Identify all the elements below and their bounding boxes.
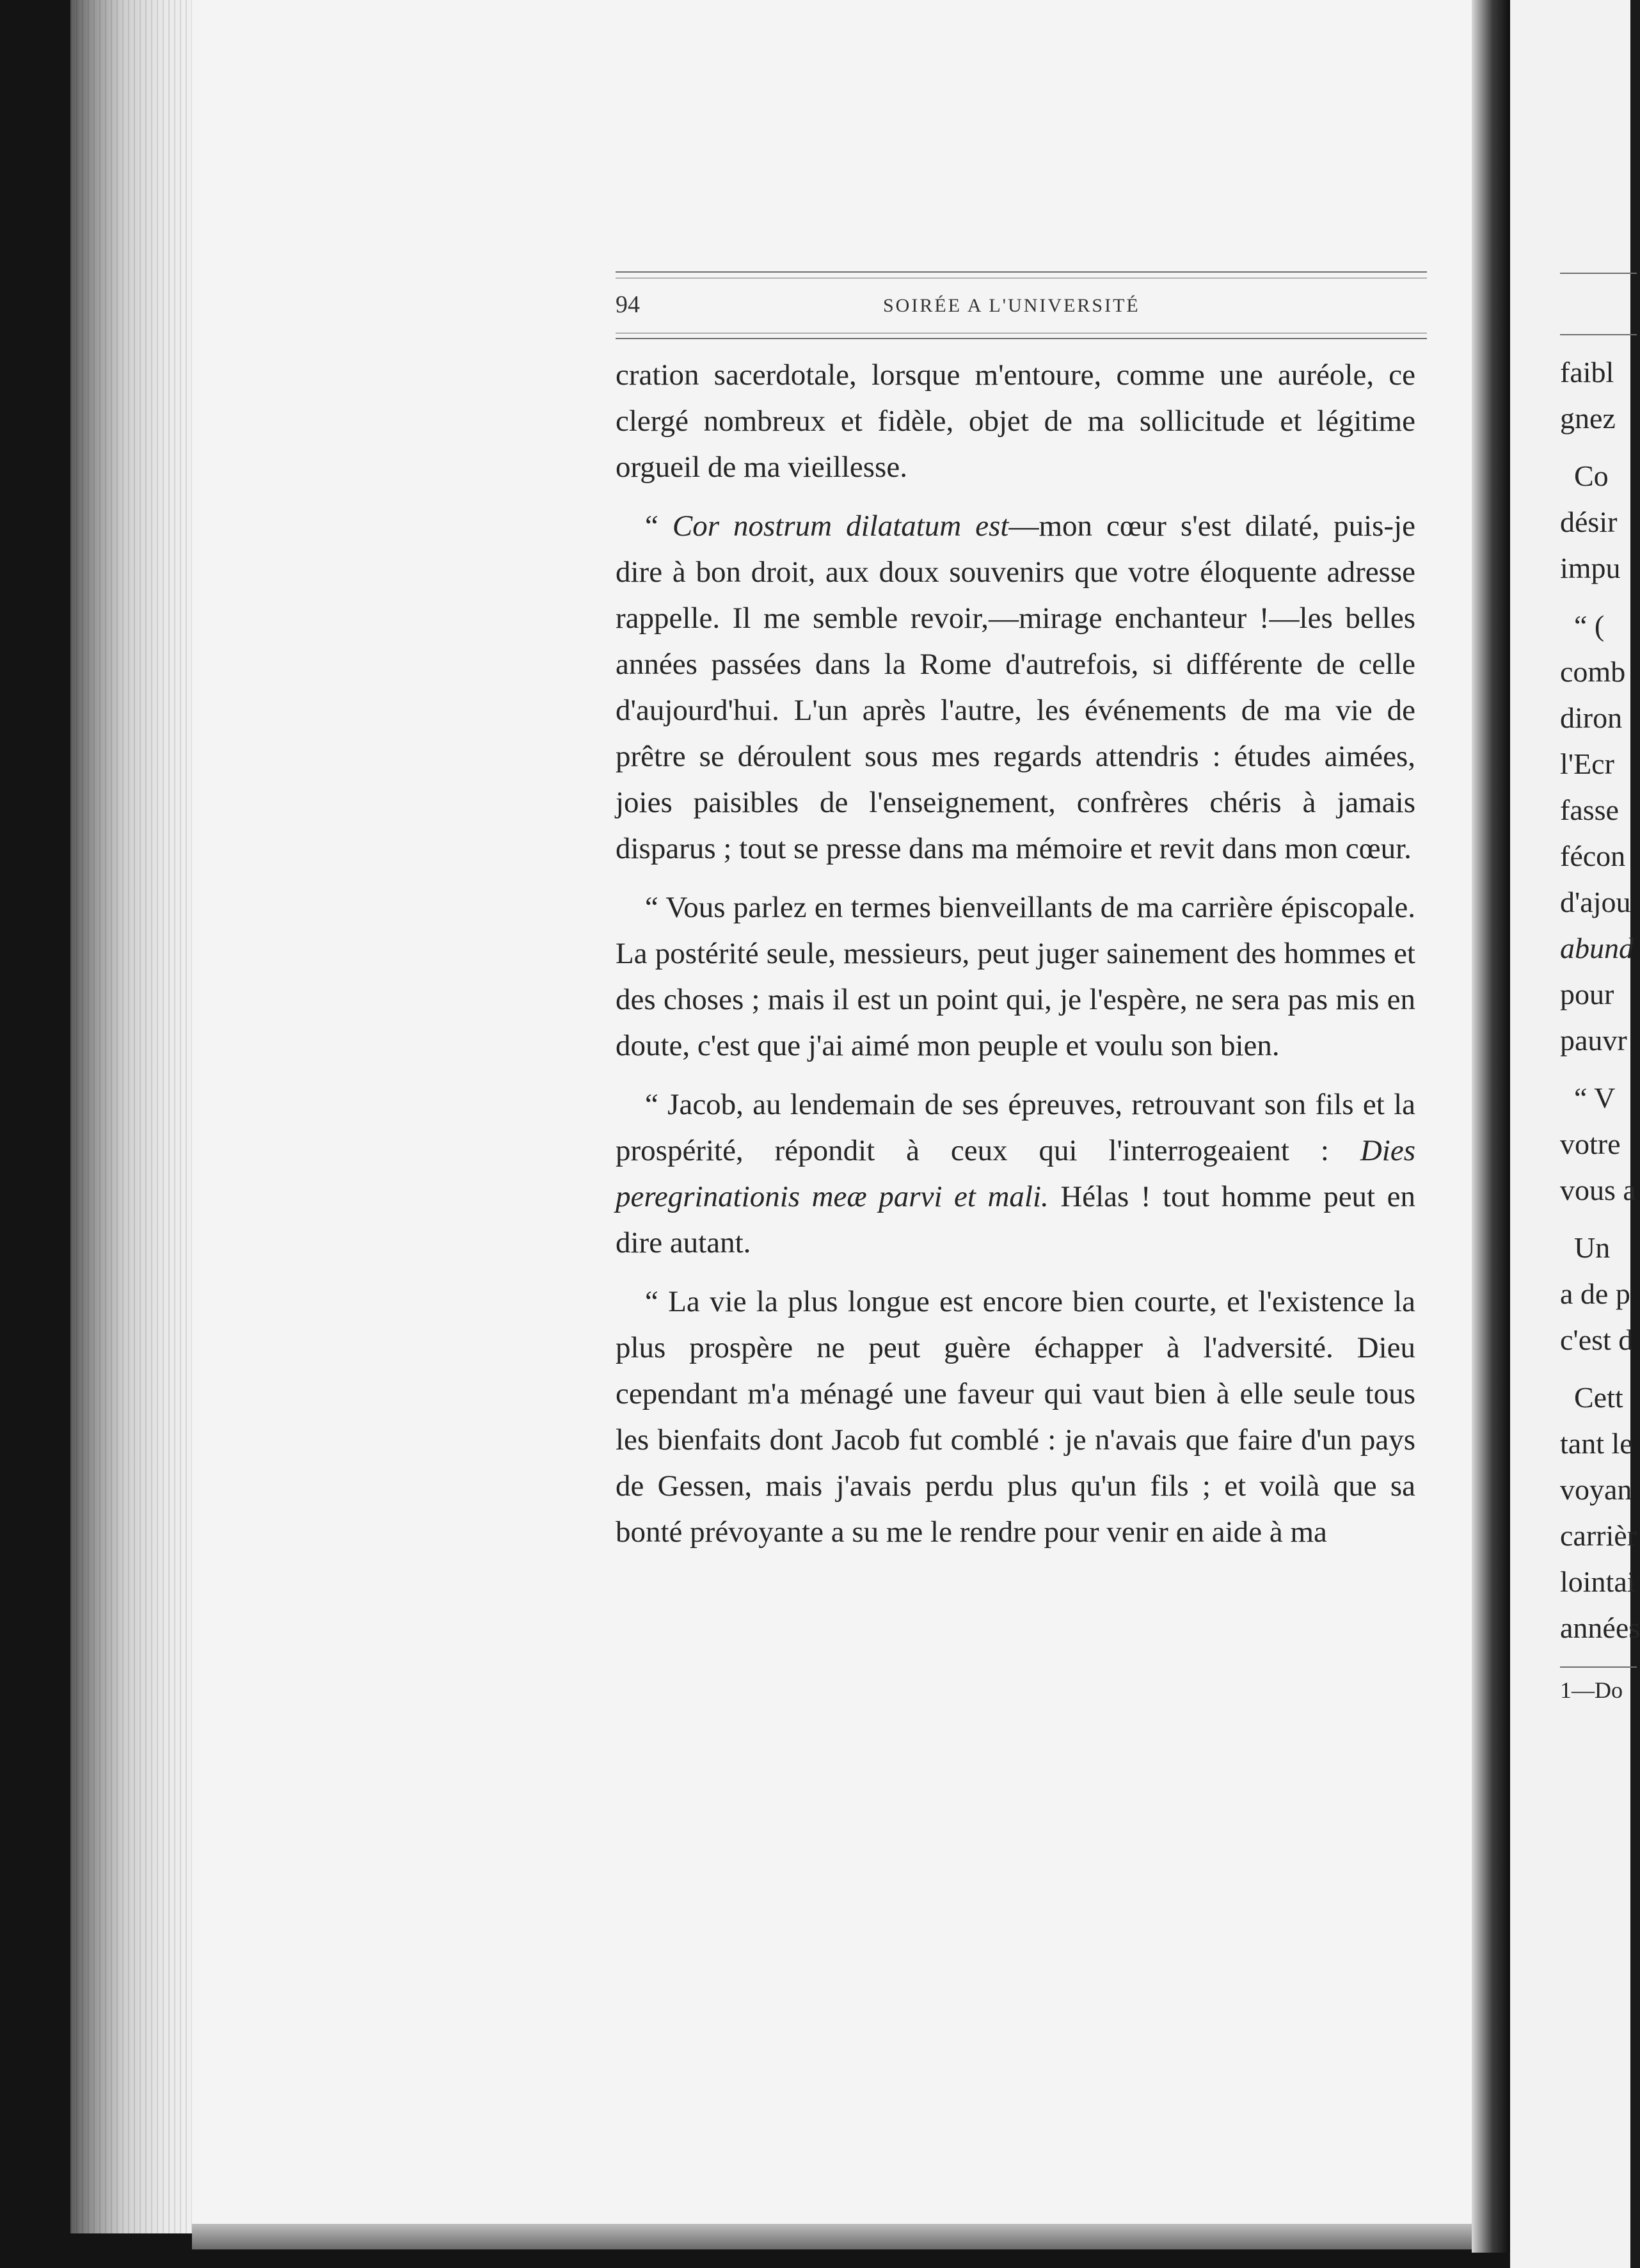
facing-line: “ (	[1574, 609, 1605, 642]
page-body-text	[616, 352, 1415, 1568]
facing-line: faibl	[1560, 356, 1614, 388]
facing-line: diron	[1560, 701, 1623, 734]
quote-mark: “	[645, 509, 673, 543]
facing-line: Un	[1574, 1231, 1611, 1264]
page-bottom-edge	[192, 2224, 1497, 2249]
facing-line: gnez	[1560, 402, 1616, 435]
paragraph-2	[616, 503, 1415, 872]
book-gutter-shadow	[1472, 0, 1510, 2253]
facing-line: a de p	[1560, 1277, 1630, 1310]
facing-line: lointai	[1560, 1565, 1636, 1598]
facing-line: pour	[1560, 978, 1614, 1010]
book-page-edges	[70, 0, 205, 2233]
facing-line: Cett	[1574, 1381, 1623, 1414]
running-title: SOIRÉE A L'UNIVERSITÉ	[883, 295, 1140, 316]
facing-page-fragment	[1510, 0, 1640, 2268]
facing-line: impu	[1560, 552, 1621, 584]
facing-line: pauvr	[1560, 1024, 1627, 1057]
facing-header-rule-bottom	[1560, 334, 1637, 335]
facing-line: Co	[1574, 459, 1609, 492]
facing-line: carrièr	[1560, 1519, 1637, 1552]
paragraph-1: cration sacerdotale, lorsque m'entoure, comme une auréole, ce clergé nombreux et fidèle, objet de ma sollicitude et légitime orgueil de ma vieillesse.	[616, 358, 1415, 484]
page-edge-lines	[70, 0, 205, 2233]
facing-line: “ V	[1574, 1082, 1616, 1114]
header-rule-bottom	[616, 338, 1427, 339]
facing-footnote: 1—Do	[1560, 1677, 1623, 1703]
page-number: 94	[616, 291, 640, 318]
facing-line: fasse	[1560, 794, 1619, 826]
facing-line: vous a	[1560, 1174, 1636, 1206]
facing-line: désir	[1560, 506, 1618, 538]
paragraph-2-text: —mon cœur s'est dilaté, puis-je dire à bon droit, aux doux souvenirs que votre éloquente adresse rappelle. Il me semble revoir,—mirage enchanteur !—les belles années passées dans la Rome d'autrefois, si différente de celle d'aujourd'hui. L'un après l'autre, les événements de ma vie de prêtre se déroulent sous mes regards attendris : études aimées, joies paisibles de l'enseignement, confrères chéris à jamais disparus ; tout se presse dans ma mémoire et revit dans mon cœur.	[616, 509, 1415, 865]
facing-line: comb	[1560, 655, 1626, 688]
facing-line: d'ajou	[1560, 886, 1631, 918]
header-rule-top	[616, 271, 1427, 273]
facing-line: fécon	[1560, 840, 1626, 872]
latin-quote-genesis: Dies peregrinationis meæ parvi et mali.	[616, 1134, 1415, 1213]
facing-line: tant le	[1560, 1427, 1633, 1460]
facing-line: années	[1560, 1611, 1640, 1644]
paragraph-5: “ La vie la plus longue est encore bien courte, et l'existence la plus prospère ne peut guère échapper à l'adversité. Dieu cependant m'a ménagé une faveur qui vaut bien à elle seule tous les bienfaits dont Jacob fut comblé : je n'avais que faire d'un pays de Gessen, mais j'avais perdu plus qu'un fils ; et voilà que sa bonté prévoyante a su me le rendre pour venir en aide à ma	[616, 1285, 1415, 1549]
paragraph-3: “ Vous parlez en termes bienveillants de ma carrière épiscopale. La postérité seule, messieurs, peut juger sainement des hommes et des choses ; mais il est un point qui, je l'espère, ne sera pas mis en doute, c'est que j'ai aimé mon peuple et voulu son bien.	[616, 891, 1415, 1062]
facing-line: votre	[1560, 1128, 1621, 1160]
facing-line: l'Ecr	[1560, 747, 1614, 780]
facing-line: abund	[1560, 932, 1634, 964]
facing-footnote-rule	[1560, 1666, 1637, 1668]
paragraph-4	[616, 1082, 1415, 1266]
facing-line: c'est d	[1560, 1323, 1634, 1356]
facing-line: voyan	[1560, 1473, 1632, 1506]
facing-header-rule	[1560, 273, 1637, 274]
paragraph-4-start: “ Jacob, au lendemain de ses épreuves, retrouvant son fils et la prospérité, répondit à ceux qui l'interrogeaient :	[616, 1088, 1415, 1167]
latin-quote: Cor nostrum dilatatum est	[672, 509, 1009, 543]
paragraph-4-end: Hélas ! tout homme peut en dire autant.	[616, 1180, 1416, 1259]
